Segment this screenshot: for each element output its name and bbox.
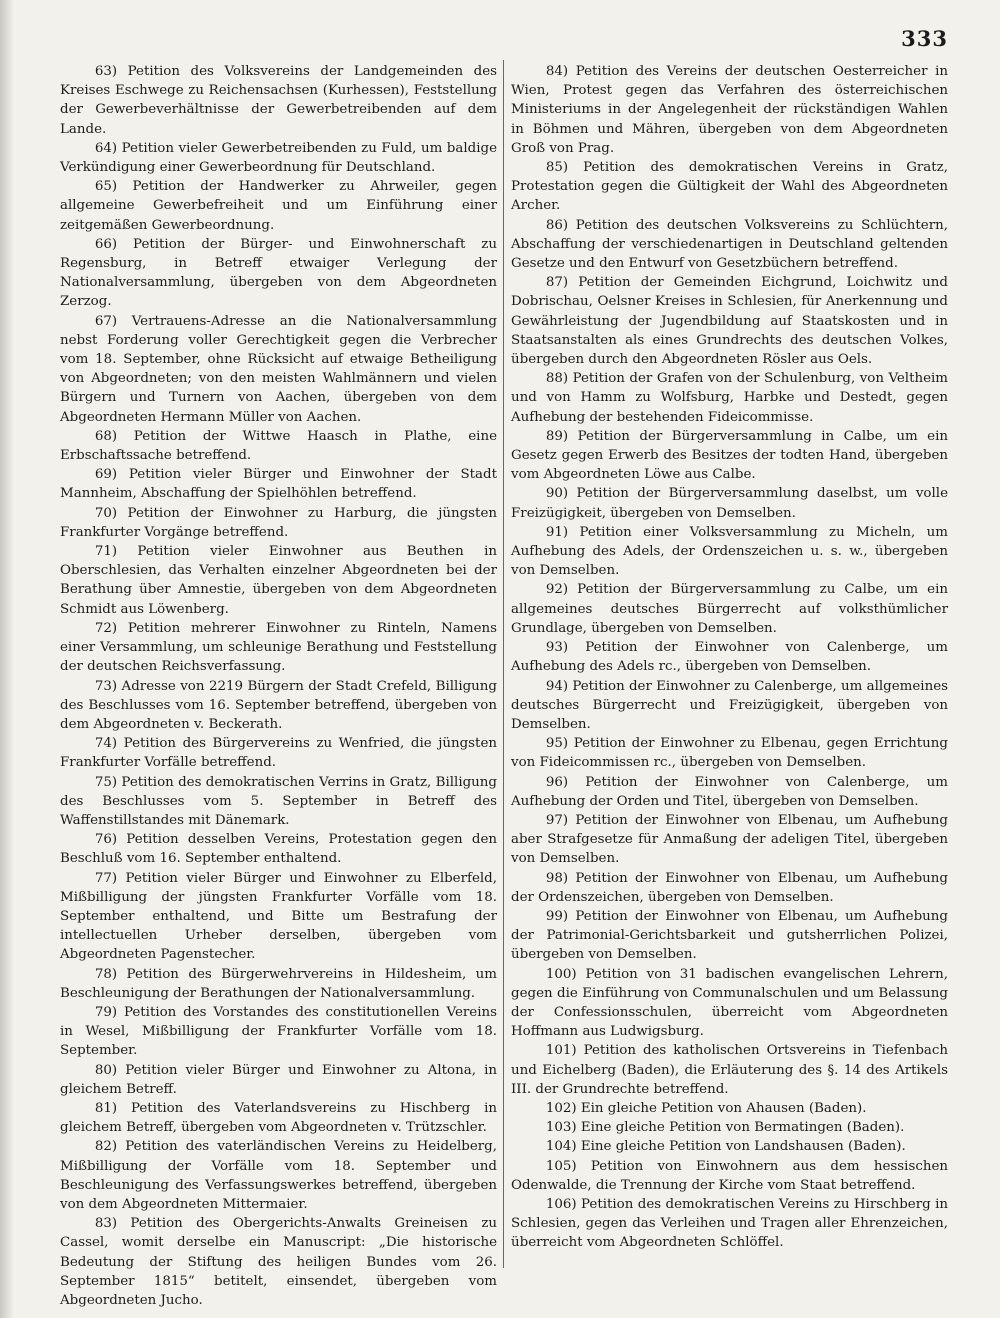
petition-entry: 71) Petition vieler Einwohner aus Beuthen in Oberschlesien, das Verhalten einzelner Abgeordneten bei der Berathung über Amnestie, übergeben von dem Abgeordneten Schmidt aus Löwenberg. (60, 544, 497, 617)
petition-entry: 80) Petition vieler Bürger und Einwohner zu Altona, in gleichem Betreff. (60, 1062, 497, 1097)
petition-entry: 96) Petition der Einwohner von Calenberge, um Aufhebung der Orden und Titel, übergeben von Demselben. (511, 774, 948, 809)
column-divider (503, 60, 504, 1268)
petition-entry: 84) Petition des Vereins der deutschen Oesterreicher in Wien, Protest gegen das Verfahren des österreichischen Ministeriums in der Angelegenheit der rückständigen Wahlen in Böhmen und Mähren, übergeben von dem Abgeordneten Groß von Prag. (511, 64, 948, 156)
scan-edge-shadow (0, 0, 14, 1318)
petition-entry: 73) Adresse von 2219 Bürgern der Stadt Crefeld, Billigung des Beschlusses vom 16. September betreffend, übergeben von dem Abgeordneten v. Beckerath. (60, 678, 497, 732)
petition-entry: 85) Petition des demokratischen Vereins in Gratz, Protestation gegen die Gültigkeit der Wahl des Abgeordneten Archer. (511, 160, 948, 214)
petition-entry: 99) Petition der Einwohner von Elbenau, um Aufhebung der Patrimonial-Gerichtsbarkeit und gutsherrlichen Polizei, übergeben von Demselben. (511, 908, 948, 963)
petition-entry: 93) Petition der Einwohner von Calenberge, um Aufhebung des Adels rc., übergeben von Demselben. (511, 640, 948, 675)
petition-entry: 79) Petition des Vorstandes des constitutionellen Vereins in Wesel, Mißbilligung der Frankfurter Vorfälle vom 18. September. (60, 1004, 497, 1059)
petition-entry: 97) Petition der Einwohner von Elbenau, um Aufhebung aber Strafgesetze für Anmaßung der adeligen Titel, übergeben von Demselben. (511, 812, 948, 867)
petition-entry: 106) Petition des demokratischen Vereins zu Hirschberg in Schlesien, gegen das Verleihen und Tragen aller Ehrenzeichen, überreicht vom Abgeordneten Schlöffel. (511, 1196, 948, 1251)
petition-entry: 69) Petition vieler Bürger und Einwohner der Stadt Mannheim, Abschaffung der Spielhöhlen betreffend. (60, 467, 497, 502)
petition-entry: 65) Petition der Handwerker zu Ahrweiler, gegen allgemeine Gewerbefreiheit und um Einführung einer zeitgemäßen Gewerbeordnung. (60, 179, 497, 233)
petition-entry: 66) Petition der Bürger- und Einwohnerschaft zu Regensburg, in Betreff etwaiger Verlegung der Nationalversammlung, übergeben von dem Abgeordneten Zerzog. (60, 236, 497, 310)
petition-entry: 103) Eine gleiche Petition von Bermatingen (Baden). (545, 1120, 905, 1136)
left-column (60, 62, 497, 1310)
petition-entry: 98) Petition der Einwohner von Elbenau, um Aufhebung der Ordenszeichen, übergeben von Demselben. (511, 870, 948, 905)
petition-entry: 104) Eine gleiche Petition von Landshausen (Baden). (545, 1139, 906, 1155)
petition-entry: 67) Vertrauens-Adresse an die Nationalversammlung nebst Forderung voller Gerechtigkeit gegen die Verbrecher vom 18. September, ohne Rücksicht auf etwaige Betheiligung von Abgeordneten; von den meisten Wahlmännern und vielen Bürgern und Turnern von Aachen, übergeben von dem Abgeordneten Hermann Müller von Aachen. (60, 313, 497, 425)
petition-entry: 91) Petition einer Volksversammlung zu Micheln, um Aufhebung des Adels, der Ordenszeichen u. s. w., übergeben von Demselben. (511, 524, 948, 579)
petition-entry: 100) Petition von 31 badischen evangelischen Lehrern, gegen die Einführung von Communalschulen und um Belassung der Confessionsschulen, überreicht vom Abgeordneten Hoffmann aus Ludwigsburg. (511, 966, 948, 1040)
petition-entry: 87) Petition der Gemeinden Eichgrund, Loichwitz und Dobrischau, Oelsner Kreises in Schlesien, für Anerkennung und Gewährleistung der Jugendbildung auf Staatskosten und in Staatsanstalten als eines Grundrechts des deutschen Volkes, übergeben durch den Abgeordneten Rösler aus Oels. (511, 275, 948, 368)
petition-entry: 76) Petition desselben Vereins, Protestation gegen den Beschluß vom 16. September enthaltend. (60, 832, 497, 867)
petition-entry: 63) Petition des Volksvereins der Landgemeinden des Kreises Eschwege zu Reichensachsen (Kurhessen), Feststellung der Gewerbeverhältnisse der Gewerbetreibenden auf dem Lande. (60, 64, 497, 137)
petition-entry: 75) Petition des demokratischen Verrins in Gratz, Billigung des Beschlusses vom 5. September in Betreff des Waffenstillstandes mit Dänemark. (60, 774, 497, 828)
petition-entry: 78) Petition des Bürgerwehrvereins in Hildesheim, um Beschleunigung der Berathungen der Nationalversammlung. (60, 966, 497, 1001)
petition-entry: 70) Petition der Einwohner zu Harburg, die jüngsten Frankfurter Vorgänge betreffend. (60, 505, 497, 540)
petition-entry: 83) Petition des Obergerichts-Anwalts Greineisen zu Cassel, womit derselbe ein Manuscript: „Die historische Bedeutung der Stiftung des heiligen Bundes vom 26. September 1815“ betitelt, einsendet, übergeben vom Abgeordneten Jucho. (60, 1216, 497, 1308)
petition-entry: 72) Petition mehrerer Einwohner zu Rinteln, Namens einer Versammlung, um schleunige Berathung und Feststellung der deutschen Reichsverfassung. (60, 620, 497, 675)
petition-entry: 95) Petition der Einwohner zu Elbenau, gegen Errichtung von Fideicommissen rc., übergeben von Demselben. (511, 736, 948, 771)
petition-entry: 77) Petition vieler Bürger und Einwohner zu Elberfeld, Mißbilligung der jüngsten Frankfurter Vorfälle vom 18. September enthaltend, und Bitte um Bestrafung der intellectuellen Urheber derselben, übergeben vom Abgeordneten Pagenstecher. (60, 870, 497, 963)
petition-entry: 82) Petition des vaterländischen Vereins zu Heidelberg, Mißbilligung der Vorfälle vom 18. September und Beschleunigung des Verfassungswerkes betreffend, übergeben von dem Abgeordneten Mittermaier. (60, 1139, 497, 1212)
petition-entry: 74) Petition des Bürgervereins zu Wenfried, die jüngsten Frankfurter Vorfälle betreffend. (60, 736, 497, 771)
petition-entry: 89) Petition der Bürgerversammlung in Calbe, um ein Gesetz gegen Erwerb des Besitzes der todten Hand, übergeben vom Abgeordneten Löwe aus Calbe. (511, 428, 948, 483)
petition-entry: 101) Petition des katholischen Ortsvereins in Tiefenbach und Eichelberg (Baden), die Erläuterung des §. 14 des Artikels III. der Grundrechte betreffend. (511, 1043, 948, 1097)
right-column (511, 62, 948, 1253)
page-number: 333 (901, 26, 948, 51)
petition-entry: 102) Ein gleiche Petition von Ahausen (Baden). (545, 1100, 867, 1116)
petition-entry: 64) Petition vieler Gewerbetreibenden zu Fuld, um baldige Verkündigung einer Gewerbeordnung für Deutschland. (60, 140, 497, 176)
petition-entry: 105) Petition von Einwohnern aus dem hessischen Odenwalde, die Trennung der Kirche vom Staat betreffend. (511, 1158, 948, 1193)
petition-entry: 81) Petition des Vaterlandsvereins zu Hischberg in gleichem Betreff, übergeben vom Abgeordneten v. Trützschler. (60, 1100, 497, 1136)
petition-entry: 92) Petition der Bürgerversammlung zu Calbe, um ein allgemeines deutsches Bürgerrecht auf volksthümlicher Grundlage, übergeben von Demselben. (511, 582, 948, 636)
petition-entry: 94) Petition der Einwohner zu Calenberge, um allgemeines deutsches Bürgerrecht und Freizügigkeit, übergeben von Demselben. (511, 678, 948, 732)
petition-entry: 68) Petition der Wittwe Haasch in Plathe, eine Erbschaftssache betreffend. (60, 428, 497, 464)
petition-entry: 86) Petition des deutschen Volksvereins zu Schlüchtern, Abschaffung der verschiedenartigen in Deutschland geltenden Gesetze und den Entwurf von Gesetzbüchern betreffend. (511, 217, 948, 272)
petition-entry: 90) Petition der Bürgerversammlung daselbst, um volle Freizügigkeit, übergeben von Demselben. (511, 486, 948, 521)
petition-entry: 88) Petition der Grafen von der Schulenburg, von Veltheim und von Hamm zu Wolfsburg, Harbke und Destedt, gegen Aufhebung der bestehenden Fideicommisse. (511, 371, 948, 425)
